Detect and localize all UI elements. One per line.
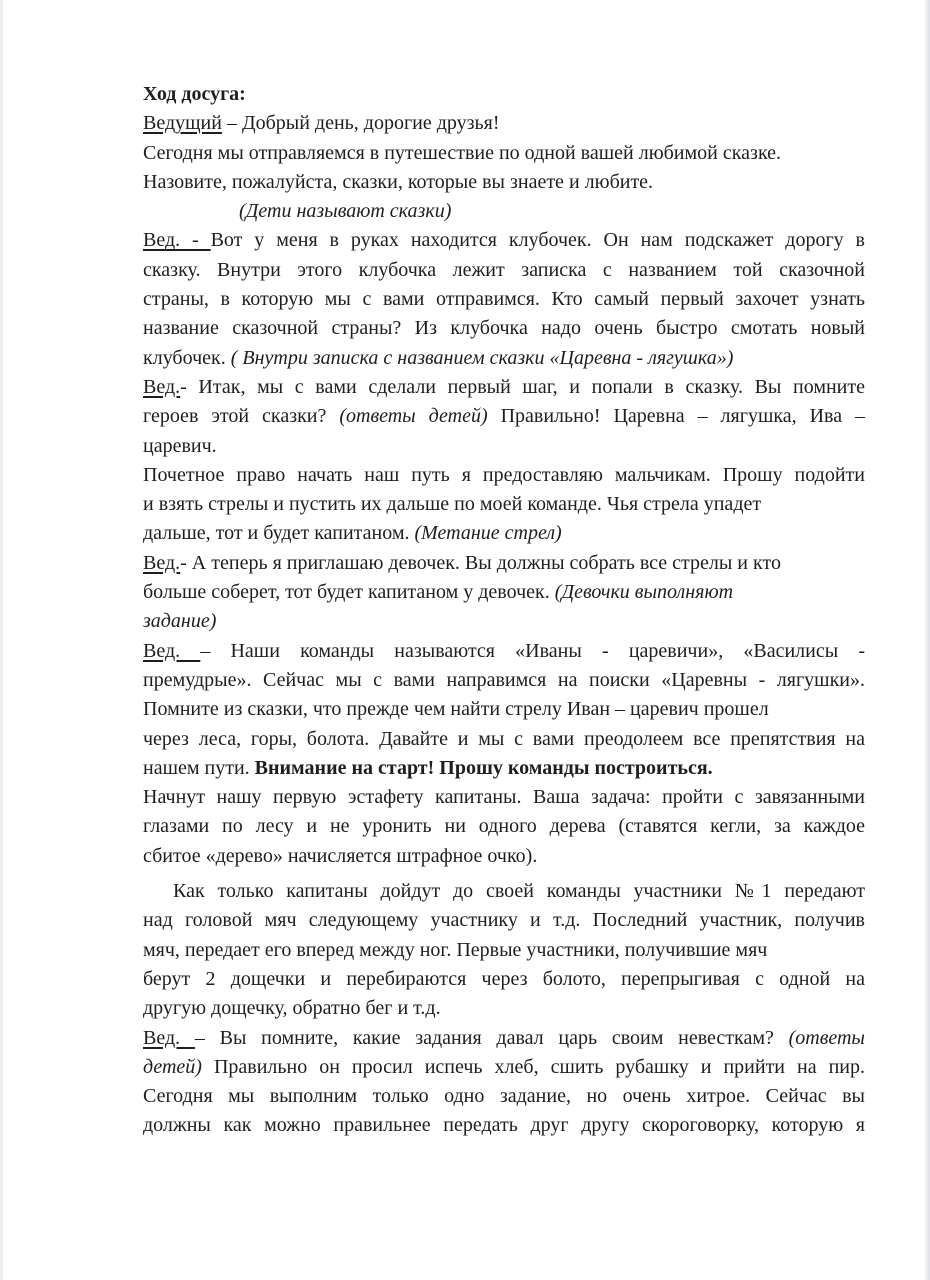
text-line: Сегодня мы отправляемся в путешествие по одной вашей любимой сказке.: [143, 141, 782, 164]
text-line: Сегодня мы выполним только одно задание, но очень хитрое. Сейчас вы: [143, 1085, 865, 1108]
text-line: Помните из сказки, что прежде чем найти стрелу Иван – царевич прошел: [143, 698, 769, 721]
text-line: Вед.- А теперь я приглашаю девочек. Вы должны собрать все стрелы и кто: [143, 551, 781, 574]
text-line: героев этой сказки? (ответы детей) Правильно! Царевна – лягушка, Ива –: [143, 405, 866, 428]
speaker-label: Ведущий: [143, 112, 222, 135]
text-line: другую дощечку, обратно бег и т.д.: [143, 997, 441, 1020]
stage-direction: задание): [143, 610, 217, 633]
stage-direction: детей): [143, 1055, 202, 1078]
text-line: Вед. – Вы помните, какие задания давал царь своим невесткам? (ответы: [143, 1026, 865, 1049]
stage-direction: ( Внутри записка с названием сказки «Царевна - лягушка»): [230, 346, 734, 369]
stage-direction: (Девочки выполняют: [554, 581, 734, 604]
text-line: клубочек. ( Внутри записка с названием сказки «Царевна - лягушка»): [143, 346, 734, 369]
speaker-label: Вед. -: [143, 229, 211, 252]
text-line: премудрые». Сейчас мы с вами направимся на поиски «Царевны - лягушки».: [143, 668, 865, 691]
text-line: нашем пути. Внимание на старт! Прошу команды построиться.: [143, 756, 713, 779]
text-line: сказку. Внутри этого клубочка лежит записка с названием той сказочной: [143, 258, 865, 281]
stage-direction: (ответы детей): [339, 405, 488, 428]
text-line: через леса, горы, болота. Давайте и мы с вами преодолеем все препятствия на: [143, 727, 865, 750]
text-line: Вед.- Итак, мы с вами сделали первый шаг, и попали в сказку. Вы помните: [143, 375, 865, 398]
emphasis-text: Внимание на старт! Прошу команды построиться.: [254, 756, 713, 779]
text-line: детей) Правильно он просил испечь хлеб, сшить рубашку и прийти на пир.: [143, 1055, 865, 1078]
text-line: мяч, передает его вперед между ног. Первые участники, получившие мяч: [143, 938, 768, 961]
section-heading: Ход досуга:: [143, 83, 246, 105]
text-line: должны как можно правильнее передать друг другу скороговорку, которую я: [143, 1114, 865, 1137]
text-line: Назовите, пожалуйста, сказки, которые вы знаете и любите.: [143, 170, 654, 193]
stage-direction: (ответы: [788, 1026, 865, 1049]
speaker-label: Вед.: [143, 1026, 195, 1049]
text-line: Вед. – Наши команды называются «Иваны - царевичи», «Василисы -: [143, 639, 865, 662]
text-line: глазами по лесу и не уронить ни одного дерева (ставятся кегли, за каждое: [143, 815, 865, 838]
speaker-label: Вед.: [143, 551, 181, 574]
text-line: название сказочной страны? Из клубочка надо очень быстро смотать новый: [143, 317, 865, 340]
text-line: Ведущий – Добрый день, дорогие друзья!: [143, 112, 500, 135]
scan-right-edge: [924, 0, 930, 1280]
text-line: больше соберет, тот будет капитаном у девочек. (Девочки выполняют: [143, 581, 734, 604]
text-line: берут 2 дощечки и перебираются через болото, перепрыгивая с одной на: [143, 967, 865, 990]
text-line: Начнут нашу первую эстафету капитаны. Ваша задача: пройти с завязанными: [143, 786, 865, 809]
stage-direction: (Дети называют сказки): [239, 200, 452, 223]
text-line: Почетное право начать наш путь я предоставляю мальчикам. Прошу подойти: [143, 463, 865, 486]
stage-direction: (Метание стрел): [414, 522, 562, 545]
speaker-label: Вед.: [143, 375, 181, 398]
text-line: дальше, тот и будет капитаном. (Метание стрел): [143, 522, 562, 545]
text-line: сбитое «дерево» начисляется штрафное очко).: [143, 844, 538, 867]
text-line: и взять стрелы и пустить их дальше по моей команде. Чья стрела упадет: [143, 493, 762, 516]
document-page: [143, 80, 865, 1141]
text-line: Как только капитаны дойдут до своей команды участники №1 передают: [173, 880, 865, 903]
text-line: над головой мяч следующему участнику и т.д. Последний участник, получив: [143, 909, 865, 932]
text-line: Вед. - Вот у меня в руках находится клубочек. Он нам подскажет дорогу в: [143, 229, 865, 252]
text-line: царевич.: [143, 434, 217, 457]
text-line: страны, в которую мы с вами отправимся. Кто самый первый захочет узнать: [143, 288, 865, 311]
speaker-label: Вед.: [143, 639, 201, 662]
scan-left-edge: [0, 0, 3, 1280]
